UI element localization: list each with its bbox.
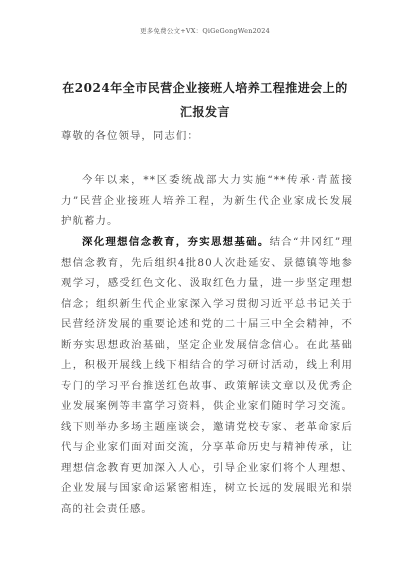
- document-title: 在2024年全市民营企业接班人培养工程推进会上的汇报发言: [62, 81, 348, 119]
- paragraph-section-text: 结合“井冈红”理想信念教育，先后组织4批80人次赴延安、景德镇等地参观学习，感受红色文化、汲取红色力量，进一步坚定理想信念；组织新生代企业家深入学习贯彻习近平总书记关于民营经济发展的重要论述和党的二十届三中全会精神，不断夯实思想政治基础，坚定企业发展信念信心。在此基础上，积极开展线上线下相结合的学习研讨活动，线上利用专门的学习平台推送红色故事、政策解读文章以及优秀企业发展案例等丰富学习资料，供企业家们随时学习交流。线下则举办多场主题座谈会，邀请党校专家、老革命家后代与企业家们面对面交流，分享革命历史与精神传承，让理想信念教育更加深入人心，引导企业家们将个人理想、企业发展与国家命运紧密相连，树立长远的发展眼光和崇高的社会责任感。: [61, 236, 353, 515]
- paragraph-intro-text: 今年以来，**区委统战部大力实施“**传承·青蓝接力”民营企业接班人培养工程，为新生代企业家成长发展护航蓄力。: [61, 174, 353, 227]
- paragraph-section: [61, 232, 353, 519]
- salutation: 尊敬的各位领导，同志们：: [61, 130, 199, 142]
- header-note: 更多免费公文+VX：QiGeGongWen2024: [140, 27, 270, 35]
- paragraph-intro: [61, 170, 353, 232]
- paragraph-section-heading: 深化理想信念教育，夯实思想基础。: [82, 236, 270, 248]
